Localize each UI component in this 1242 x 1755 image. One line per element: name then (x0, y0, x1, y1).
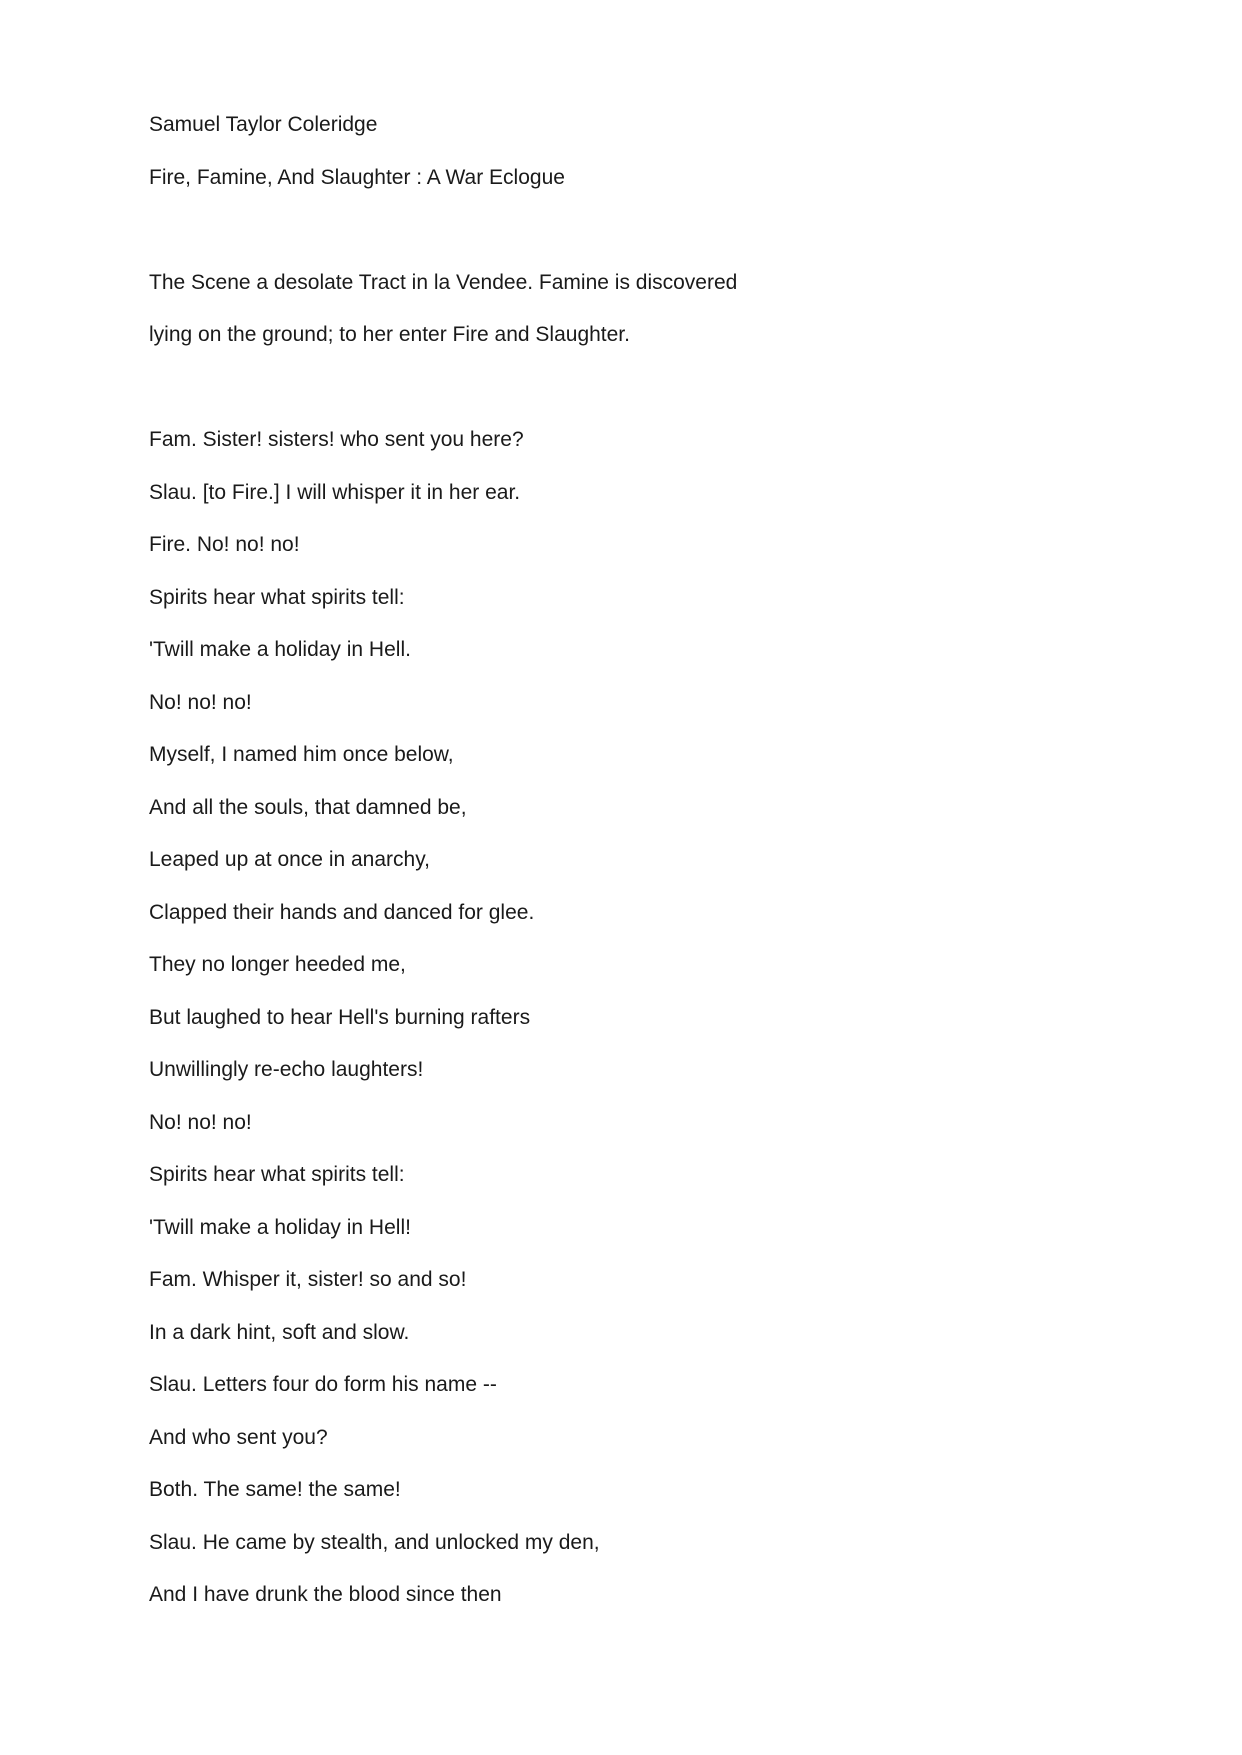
verse-line: Spirits hear what spirits tell: (149, 585, 405, 609)
verse-line: And all the souls, that damned be, (149, 795, 467, 819)
verse-line: Unwillingly re-echo laughters! (149, 1058, 424, 1081)
verse-line: Myself, I named him once below, (149, 743, 454, 766)
verse-line: 'Twill make a holiday in Hell. (149, 638, 411, 661)
scene-line: The Scene a desolate Tract in la Vendee. Famine is discovered (149, 270, 738, 294)
verse-list (149, 425, 1149, 1633)
author-line: Samuel Taylor Coleridge (149, 113, 378, 136)
verse-line: They no longer heeded me, (149, 953, 406, 976)
verse-line: And I have drunk the blood since then (149, 1583, 502, 1606)
verse-line: 'Twill make a holiday in Hell! (149, 1215, 411, 1239)
verse-line: Slau. [to Fire.] I will whisper it in her ear. (149, 480, 521, 504)
verse-line: And who sent you? (149, 1425, 328, 1449)
verse-line: But laughed to hear Hell's burning rafters (149, 1005, 531, 1029)
verse-line: In a dark hint, soft and slow. (149, 1320, 410, 1344)
scene-line: lying on the ground; to her enter Fire and Slaughter. (149, 323, 630, 346)
verse-line: Fire. No! no! no! (149, 533, 300, 556)
verse-line: Spirits hear what spirits tell: (149, 1163, 405, 1186)
blank-line (149, 215, 1149, 268)
verse-line: No! no! no! (149, 1110, 252, 1134)
verse-line: Fam. Whisper it, sister! so and so! (149, 1268, 467, 1291)
verse-line: No! no! no! (149, 690, 252, 714)
verse-line: Slau. Letters four do form his name -- (149, 1373, 497, 1396)
blank-line (149, 373, 1149, 426)
poem-text (149, 110, 1149, 1633)
verse-line: Leaped up at once in anarchy, (149, 848, 430, 871)
verse-line: Clapped their hands and danced for glee. (149, 900, 535, 924)
verse-line: Both. The same! the same! (149, 1478, 401, 1501)
verse-line: Fam. Sister! sisters! who sent you here? (149, 428, 524, 451)
verse-line: Slau. He came by stealth, and unlocked my den, (149, 1530, 600, 1554)
title-line: Fire, Famine, And Slaughter : A War Eclogue (149, 165, 565, 189)
